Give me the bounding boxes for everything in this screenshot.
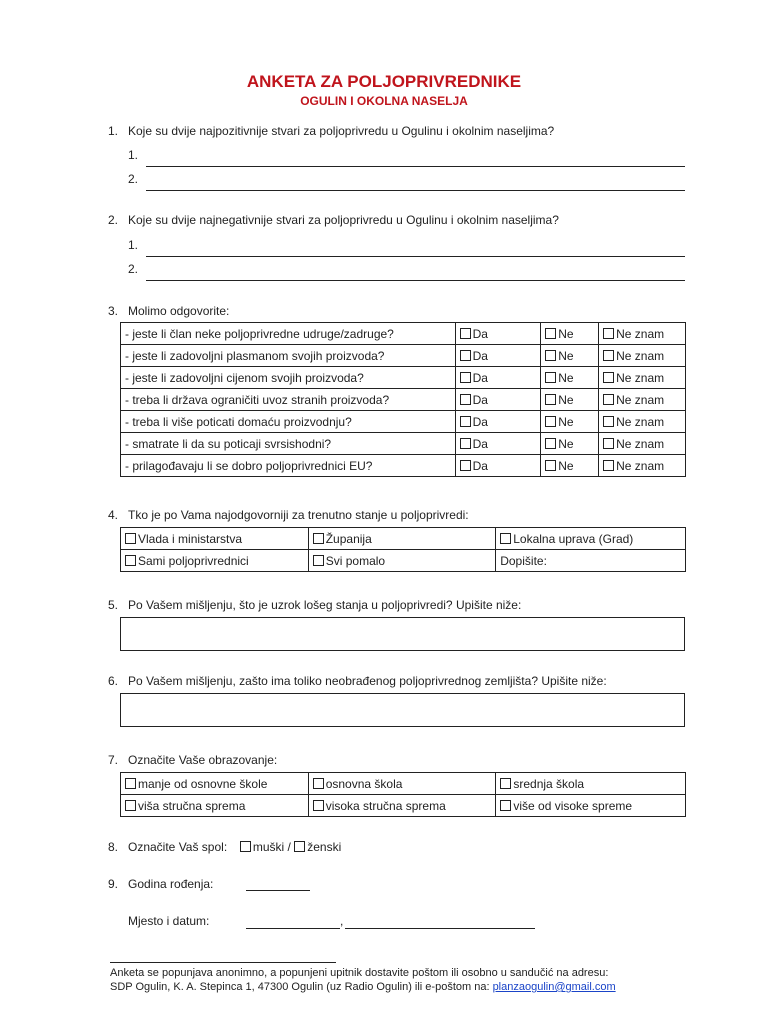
checkbox[interactable]: [125, 533, 136, 544]
q3-row: [121, 323, 686, 345]
birth-year-line[interactable]: [246, 890, 310, 891]
q3-row-question: - prilagođavaju li se dobro poljoprivrednici EU?: [121, 455, 456, 477]
q3-row-question: - jeste li zadovoljni plasmanom svojih proizvoda?: [121, 345, 456, 367]
checkbox[interactable]: [313, 778, 324, 789]
q4-option-sami-poljoprivrednici[interactable]: Sami poljoprivrednici: [121, 550, 309, 572]
q4-option-lokalna-uprava[interactable]: Lokalna uprava (Grad): [496, 528, 686, 550]
q3-option-ne-znam[interactable]: Ne znam: [599, 367, 686, 389]
q6-answer-box[interactable]: [120, 693, 685, 727]
q4-write-in[interactable]: [496, 550, 686, 572]
place-line[interactable]: [246, 928, 340, 929]
q3-option-ne-znam[interactable]: Ne znam: [599, 433, 686, 455]
q3-option-da[interactable]: Da: [455, 433, 541, 455]
checkbox[interactable]: [460, 460, 471, 471]
q8-row: [128, 840, 341, 854]
q3-row: [121, 389, 686, 411]
q4-option-svi-pomalo[interactable]: Svi pomalo: [308, 550, 496, 572]
q3-option-ne[interactable]: Ne: [541, 433, 599, 455]
q3-row-question: - smatrate li da su poticaji svrsishodni?: [121, 433, 456, 455]
footer-line-1: Anketa se popunjava anonimno, a popunjeni upitnik dostavite poštom ili osobno u sandučić na adresu:: [110, 967, 609, 979]
date-line[interactable]: [345, 928, 535, 929]
q3-option-ne-znam[interactable]: Ne znam: [599, 455, 686, 477]
q3-option-ne[interactable]: Ne: [541, 411, 599, 433]
q3-option-ne[interactable]: Ne: [541, 323, 599, 345]
checkbox[interactable]: [603, 372, 614, 383]
q3-number: 3.: [108, 304, 119, 318]
checkbox[interactable]: [603, 416, 614, 427]
q3-option-da[interactable]: Da: [455, 323, 541, 345]
q3-option-da[interactable]: Da: [455, 411, 541, 433]
checkbox[interactable]: [603, 394, 614, 405]
q3-option-ne[interactable]: Ne: [541, 345, 599, 367]
q3-table: [120, 322, 686, 477]
q2-answer-2-line[interactable]: [146, 280, 685, 281]
checkbox[interactable]: [125, 800, 136, 811]
checkbox[interactable]: [125, 778, 136, 789]
q3-row-question: - jeste li zadovoljni cijenom svojih proizvoda?: [121, 367, 456, 389]
checkbox[interactable]: [460, 394, 471, 405]
checkbox[interactable]: [313, 555, 324, 566]
q1-answer-2-line[interactable]: [146, 190, 685, 191]
q8-number: 8.: [108, 840, 119, 854]
q8-text: Označite Vaš spol:: [128, 840, 228, 854]
checkbox[interactable]: [545, 416, 556, 427]
checkbox[interactable]: [240, 841, 251, 852]
q7-option-srednja[interactable]: srednja škola: [496, 773, 686, 795]
q3-option-ne-znam[interactable]: Ne znam: [599, 389, 686, 411]
q3-option-ne[interactable]: Ne: [541, 367, 599, 389]
footer-address: SDP Ogulin, K. A. Stepinca 1, 47300 Ogulin (uz Radio Ogulin) ili e-poštom na:: [110, 981, 493, 993]
q6-number: 6.: [108, 674, 119, 688]
q4-table: [120, 527, 686, 572]
q7-option-visa[interactable]: viša stručna sprema: [121, 795, 309, 817]
checkbox[interactable]: [545, 328, 556, 339]
checkbox[interactable]: [460, 416, 471, 427]
survey-title: ANKETA ZA POLJOPRIVREDNIKE: [246, 72, 522, 91]
checkbox[interactable]: [603, 350, 614, 361]
q3-option-da[interactable]: Da: [455, 367, 541, 389]
q3-option-da[interactable]: Da: [455, 389, 541, 411]
q3-row-question: - jeste li član neke poljoprivredne udruge/zadruge?: [121, 323, 456, 345]
place-date-label: Mjesto i datum:: [128, 914, 210, 928]
q8-option-muski[interactable]: muški /: [240, 840, 291, 854]
q4-option-vlada[interactable]: Vlada i ministarstva: [121, 528, 309, 550]
q3-option-da[interactable]: Da: [455, 455, 541, 477]
q3-option-ne-znam[interactable]: Ne znam: [599, 411, 686, 433]
q4-text: Tko je po Vama najodgovorniji za trenutno stanje u poljoprivredi:: [128, 508, 469, 522]
q7-option-manje-od-osnovne[interactable]: manje od osnovne škole: [121, 773, 309, 795]
q3-option-ne[interactable]: Ne: [541, 389, 599, 411]
q3-row: [121, 433, 686, 455]
footer-divider: [110, 962, 336, 963]
q7-number: 7.: [108, 753, 119, 767]
footer-line-2: [110, 981, 616, 993]
q1-answer-1-line[interactable]: [146, 166, 685, 167]
q7-option-vise-od-visoke[interactable]: više od visoke spreme: [496, 795, 686, 817]
q3-option-ne-znam[interactable]: Ne znam: [599, 323, 686, 345]
q3-row: [121, 455, 686, 477]
checkbox[interactable]: [313, 533, 324, 544]
checkbox[interactable]: [313, 800, 324, 811]
q4-number: 4.: [108, 508, 119, 522]
q1-text: Koje su dvije najpozitivnije stvari za poljoprivredu u Ogulinu i okolnim naseljima?: [128, 124, 555, 138]
q7-text: Označite Vaše obrazovanje:: [128, 753, 278, 767]
q3-row: [121, 345, 686, 367]
checkbox[interactable]: [545, 460, 556, 471]
footer-email-link[interactable]: planzaogulin@gmail.com: [492, 981, 616, 993]
q7-option-visoka[interactable]: visoka stručna sprema: [308, 795, 496, 817]
q1-item-2-label: 2.: [128, 172, 139, 186]
checkbox[interactable]: [460, 372, 471, 383]
survey-subtitle: OGULIN I OKOLNA NASELJA: [300, 94, 468, 108]
q2-answer-1-line[interactable]: [146, 256, 685, 257]
checkbox[interactable]: [545, 350, 556, 361]
q9-number: 9.: [108, 877, 119, 891]
checkbox[interactable]: [460, 350, 471, 361]
q7-option-osnovna[interactable]: osnovna škola: [308, 773, 496, 795]
checkbox[interactable]: [603, 328, 614, 339]
checkbox[interactable]: [460, 328, 471, 339]
q3-row-question: - treba li država ograničiti uvoz stranih proizvoda?: [121, 389, 456, 411]
checkbox[interactable]: [545, 438, 556, 449]
q7-table: [120, 772, 686, 817]
checkbox[interactable]: [500, 800, 511, 811]
q4-write-in-label: Dopišite:: [500, 553, 547, 568]
q3-row: [121, 411, 686, 433]
checkbox[interactable]: [460, 438, 471, 449]
q2-number: 2.: [108, 213, 119, 227]
q3-text: Molimo odgovorite:: [128, 304, 230, 318]
q6-text: Po Vašem mišljenju, zašto ima toliko neobrađenog poljoprivrednog zemljišta? Upišite niže:: [128, 674, 607, 688]
checkbox[interactable]: [125, 555, 136, 566]
q5-number: 5.: [108, 598, 119, 612]
q1-number: 1.: [108, 124, 119, 138]
q2-item-1-label: 1.: [128, 238, 139, 252]
q2-text: Koje su dvije najnegativnije stvari za poljoprivredu u Ogulinu i okolnim naseljima?: [128, 213, 559, 227]
q5-answer-box[interactable]: [120, 617, 685, 651]
checkbox[interactable]: [545, 372, 556, 383]
checkbox[interactable]: [603, 460, 614, 471]
q3-row-question: - treba li više poticati domaću proizvodnju?: [121, 411, 456, 433]
checkbox[interactable]: [545, 394, 556, 405]
q8-option-zenski[interactable]: ženski: [294, 840, 341, 854]
q5-text: Po Vašem mišljenju, što je uzrok lošeg stanja u poljoprivredi? Upišite niže:: [128, 598, 522, 612]
q3-row: [121, 367, 686, 389]
q3-option-ne-znam[interactable]: Ne znam: [599, 345, 686, 367]
checkbox[interactable]: [500, 778, 511, 789]
checkbox[interactable]: [294, 841, 305, 852]
checkbox[interactable]: [603, 438, 614, 449]
place-date-separator: ,: [340, 914, 344, 928]
checkbox[interactable]: [500, 533, 511, 544]
q3-option-ne[interactable]: Ne: [541, 455, 599, 477]
q2-item-2-label: 2.: [128, 262, 139, 276]
q9-text: Godina rođenja:: [128, 877, 214, 891]
q3-option-da[interactable]: Da: [455, 345, 541, 367]
q1-item-1-label: 1.: [128, 148, 139, 162]
q4-option-zupanija[interactable]: Županija: [308, 528, 496, 550]
